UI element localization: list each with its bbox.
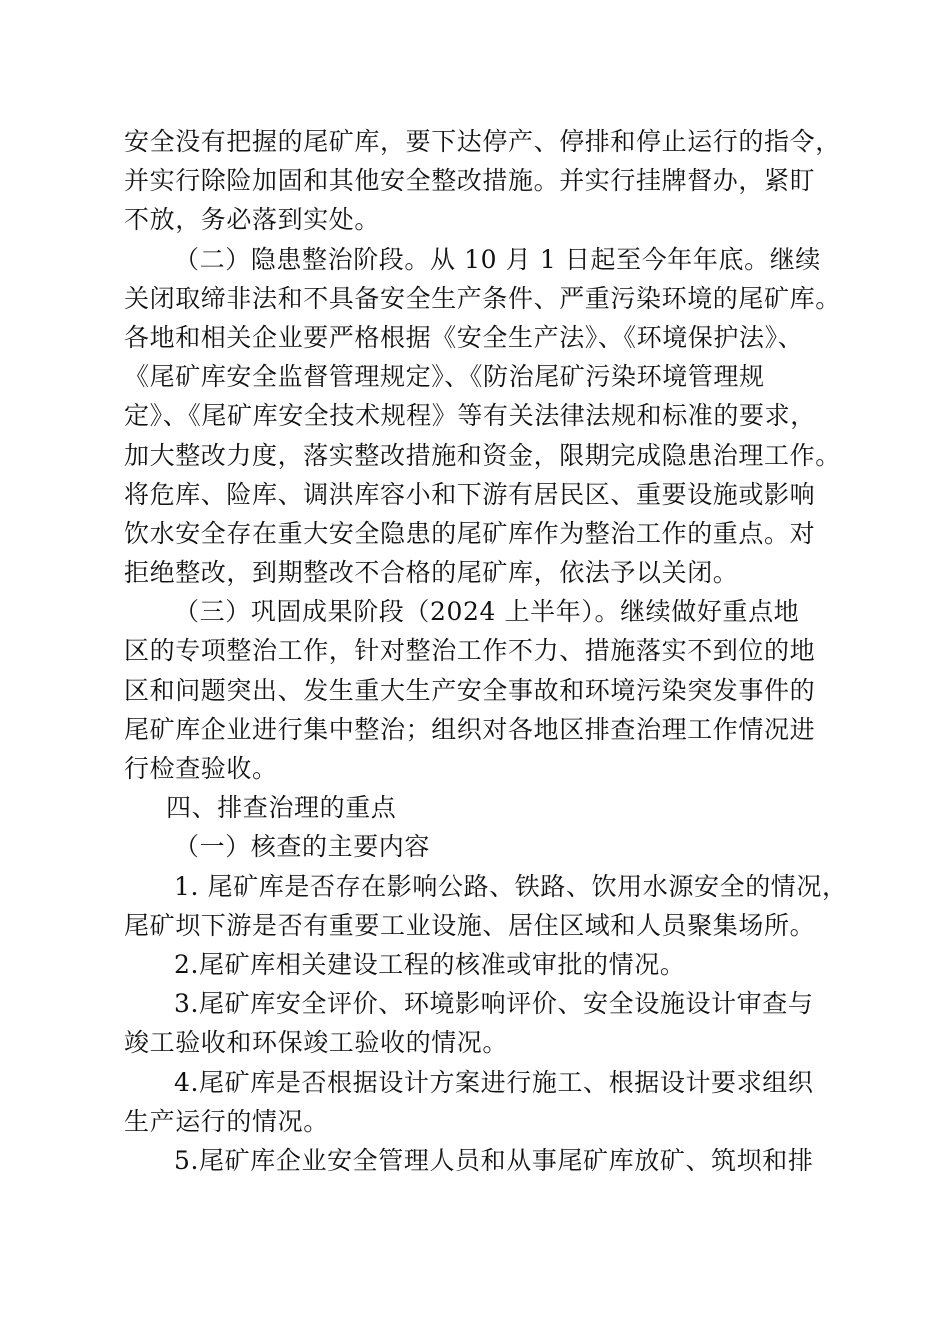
text-line: 尾矿库企业进行集中整治；组织对各地区排查治理工作情况进 — [124, 714, 816, 744]
text-line: 生产运行的情况。 — [124, 1106, 329, 1136]
list-item-3: 3.尾矿库安全评价、环境影响评价、安全设施设计审查与 — [174, 989, 814, 1019]
text-line: 区的专项整治工作，针对整治工作不力、措施落实不到位的地 — [124, 636, 816, 666]
document-body — [124, 122, 848, 1180]
text-line: 安全没有把握的尾矿库，要下达停产、停排和停止运行的指令， — [124, 127, 841, 156]
list-item-1: 1. 尾矿库是否存在影响公路、铁路、饮用水源安全的情况， — [174, 871, 848, 901]
text-line: 并实行除险加固和其他安全整改措施。并实行挂牌督办，紧盯 — [124, 166, 816, 196]
text-line: 行检查验收。 — [124, 754, 278, 783]
text-line: 关闭取缔非法和不具备安全生产条件、严重污染环境的尾矿库。 — [124, 283, 841, 313]
section-heading-2: （二）隐患整治阶段。从 10 月 1 日起至今年年底。继续 — [174, 244, 821, 274]
text-line: 加大整改力度，落实整改措施和资金，限期完成隐患治理工作。 — [124, 440, 841, 470]
section-heading-4: 四、排查治理的重点 — [166, 793, 397, 823]
text-line: 区和问题突出、发生重大生产安全事故和环境污染突发事件的 — [124, 675, 816, 705]
text-line: 不放，务必落到实处。 — [124, 205, 381, 235]
subsection-heading-1: （一）核查的主要内容 — [174, 832, 431, 862]
list-item-2: 2.尾矿库相关建设工程的核准或审批的情况。 — [174, 949, 686, 979]
text-line: 各地和相关企业要严格根据《安全生产法》、《环境保护法》、 — [124, 322, 804, 352]
list-item-5: 5.尾矿库企业安全管理人员和从事尾矿库放矿、筑坝和排 — [174, 1145, 814, 1175]
text-line: 拒绝整改，到期整改不合格的尾矿库，依法予以关闭。 — [124, 558, 739, 588]
text-line: 将危库、险库、调洪库容小和下游有居民区、重要设施或影响 — [124, 479, 816, 509]
text-line: 定》、《尾矿库安全技术规程》等有关法律法规和标准的要求， — [124, 401, 816, 431]
text-line: 尾矿坝下游是否有重要工业设施、居住区域和人员聚集场所。 — [124, 910, 816, 940]
text-line: 饮水安全存在重大安全隐患的尾矿库作为整治工作的重点。对 — [124, 518, 816, 548]
section-heading-3: （三）巩固成果阶段（2024 上半年）。继续做好重点地 — [174, 597, 800, 627]
text-line: 竣工验收和环保竣工验收的情况。 — [124, 1028, 509, 1058]
text-line: 《尾矿库安全监督管理规定》、《防治尾矿污染环境管理规 — [124, 362, 765, 392]
list-item-4: 4.尾矿库是否根据设计方案进行施工、根据设计要求组织 — [174, 1067, 814, 1097]
